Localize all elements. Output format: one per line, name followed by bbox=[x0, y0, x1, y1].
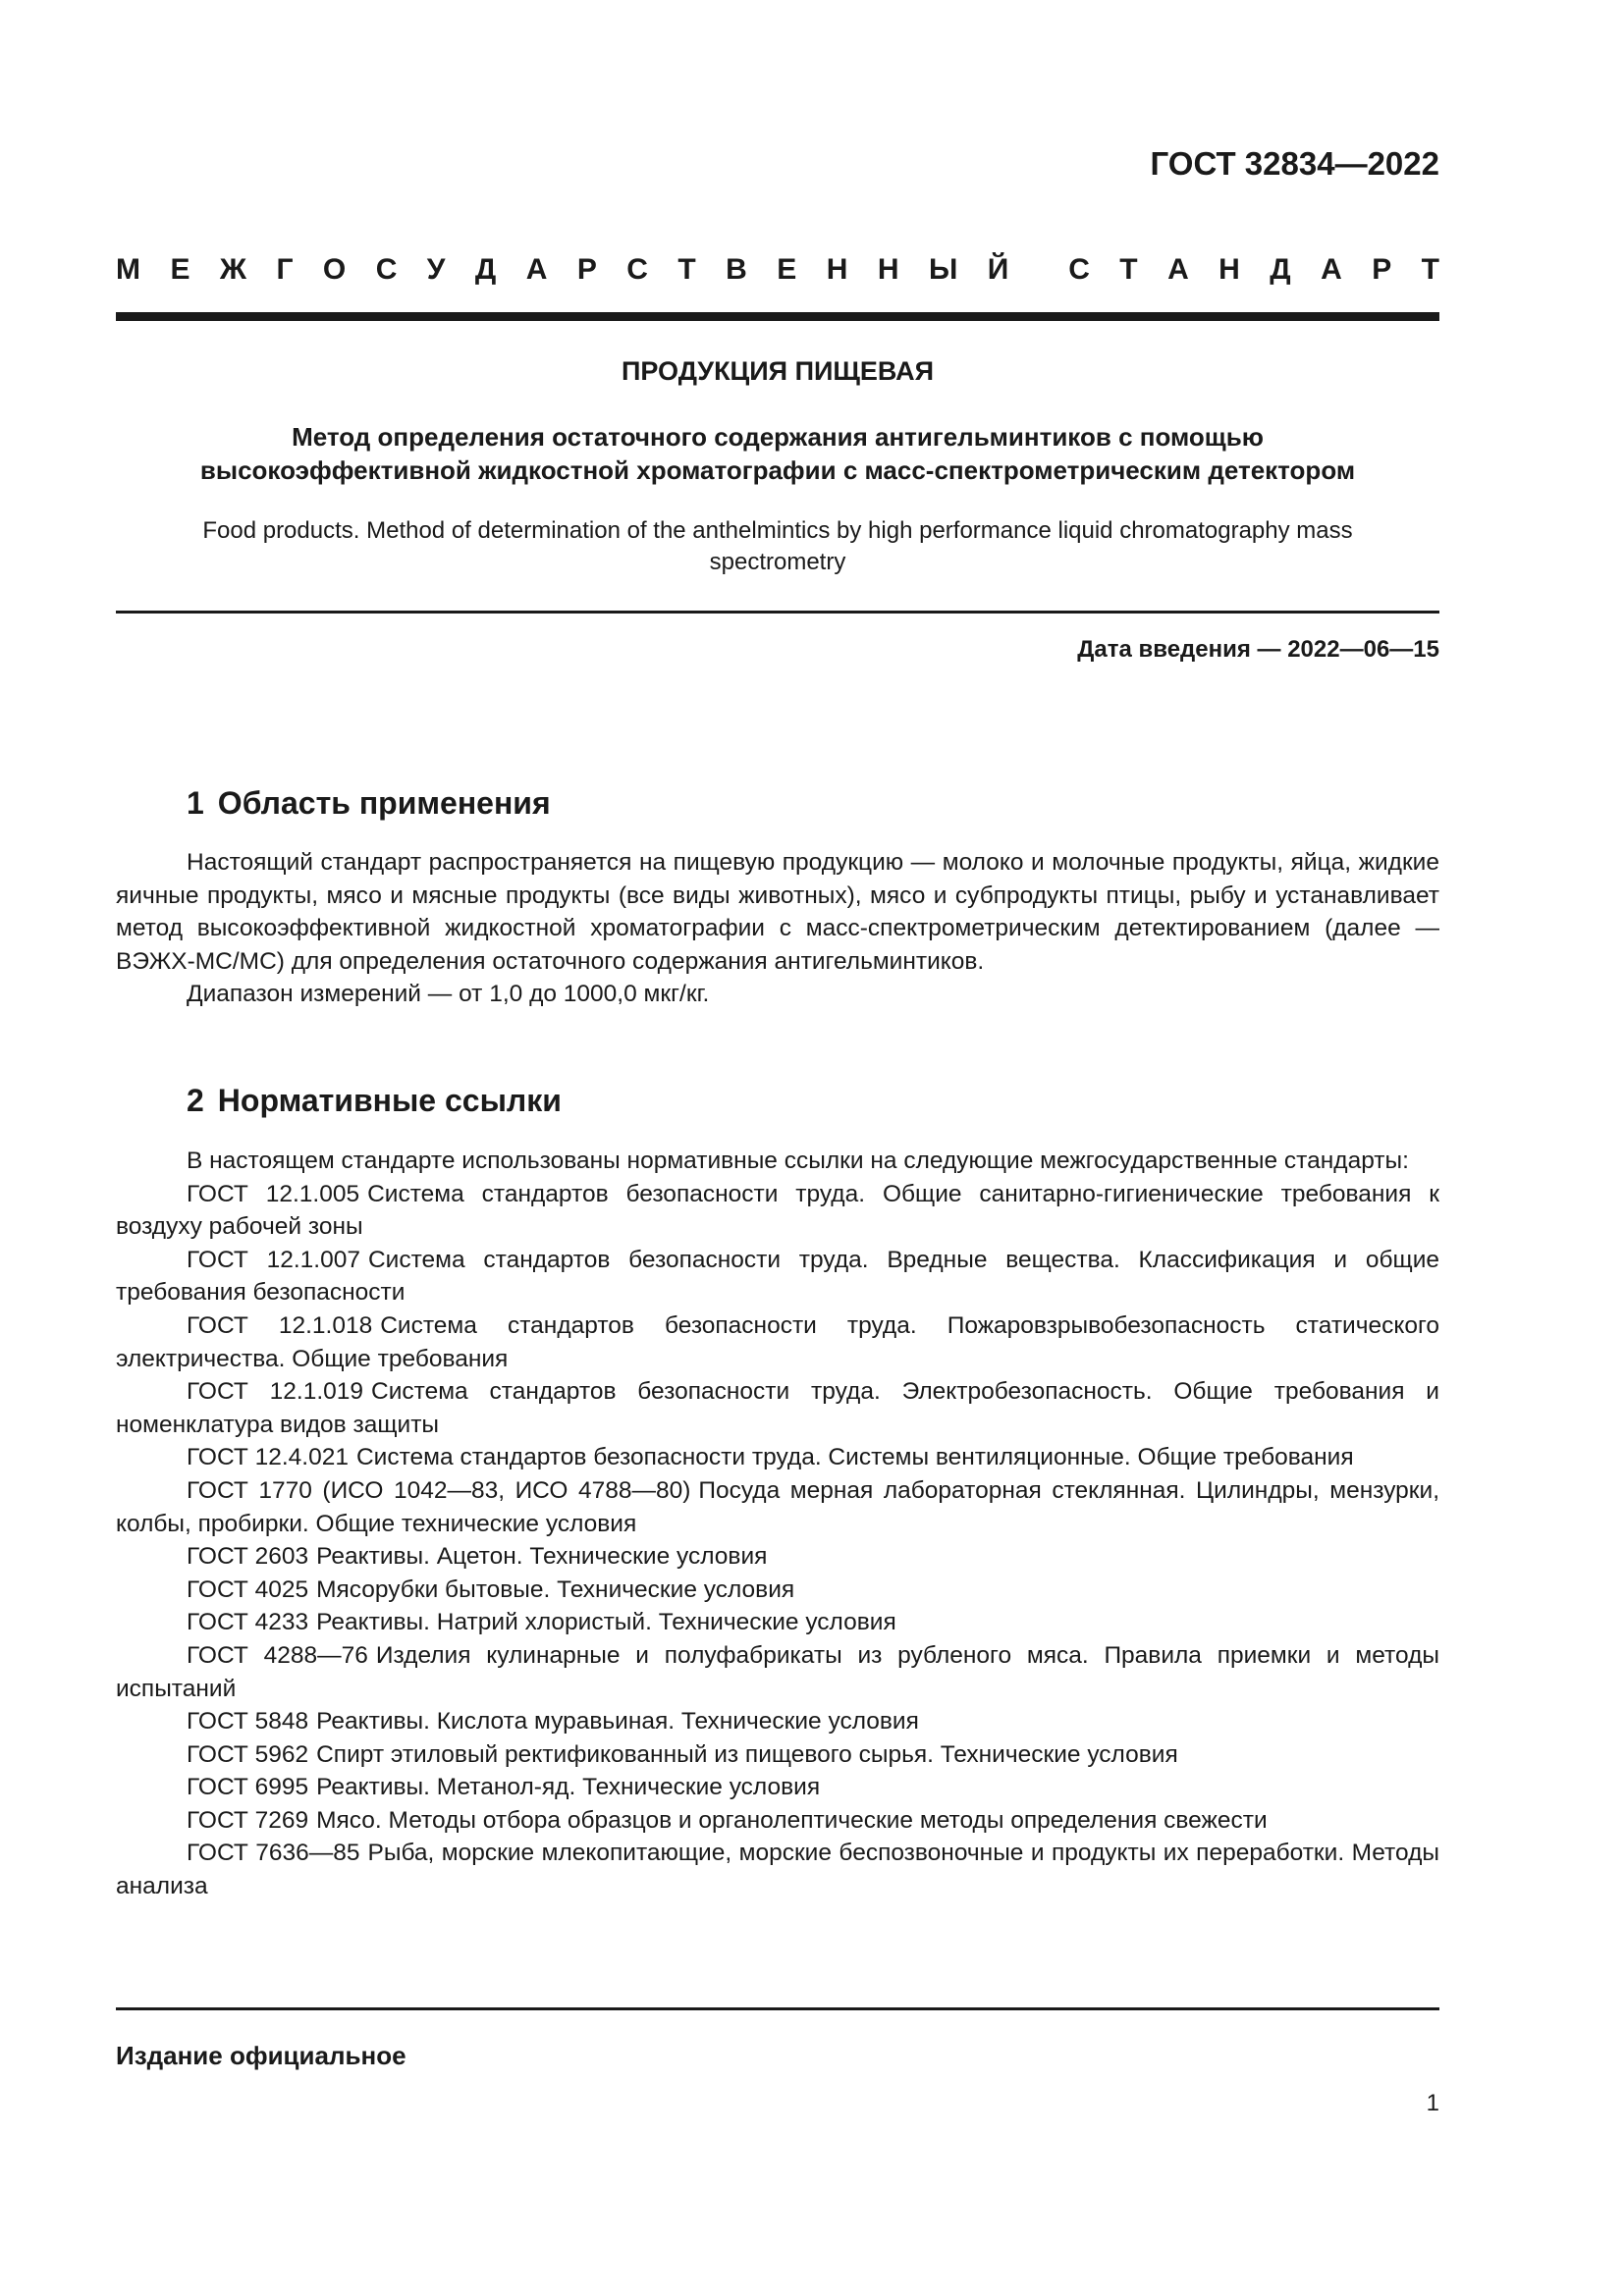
footer-divider-rule bbox=[116, 2007, 1439, 2010]
reference-code: ГОСТ 6995 bbox=[187, 1774, 309, 1801]
reference-code: ГОСТ 12.1.019 bbox=[187, 1378, 363, 1406]
banner-letter: Н bbox=[826, 253, 848, 286]
reference-item bbox=[116, 1178, 1439, 1244]
section-title: Область применения bbox=[217, 785, 551, 821]
reference-item bbox=[116, 1375, 1439, 1441]
reference-title: Система стандартов безопасности труда. Системы вентиляционные. Общие требования bbox=[355, 1444, 1354, 1471]
reference-code: ГОСТ 7269 bbox=[187, 1806, 309, 1834]
section-2-body bbox=[116, 1145, 1439, 1903]
banner-letter: Т bbox=[1421, 253, 1439, 286]
reference-title: Система стандартов безопасности труда. Пожаровзрывобезопасность статического электричества. Общие требования bbox=[116, 1311, 1440, 1372]
section-number: 1 bbox=[187, 785, 204, 821]
method-title-line: Метод определения остаточного содержания антигельминтиков с помощью bbox=[292, 422, 1264, 452]
reference-code: ГОСТ 5848 bbox=[187, 1708, 309, 1735]
page-number: 1 bbox=[1426, 2090, 1439, 2116]
english-title-line: Food products. Method of determination of the anthelmintics by high performance liquid chromatography mass bbox=[202, 517, 1353, 544]
reference-item bbox=[116, 1474, 1439, 1540]
reference-item bbox=[116, 1837, 1439, 1902]
product-title: ПРОДУКЦИЯ ПИЩЕВАЯ bbox=[622, 356, 934, 386]
reference-title: Изделия кулинарные и полуфабрикаты из рубленого мяса. Правила приемки и методы испытаний bbox=[116, 1641, 1439, 1702]
introduction-date: Дата введения — 2022—06—15 bbox=[1077, 636, 1439, 663]
reference-item bbox=[116, 1804, 1439, 1838]
reference-code: ГОСТ 12.1.018 bbox=[187, 1311, 373, 1339]
reference-title: Спирт этиловый ректификованный из пищевого сырья. Технические условия bbox=[316, 1740, 1178, 1768]
section-1-body bbox=[116, 846, 1439, 1011]
reference-title: Мясо. Методы отбора образцов и органолептические методы определения свежести bbox=[316, 1806, 1268, 1834]
reference-title: Реактивы. Натрий хлористый. Технические условия bbox=[316, 1609, 896, 1636]
banner-letter: С bbox=[375, 253, 398, 286]
section-2-heading bbox=[187, 1083, 562, 1119]
reference-item bbox=[116, 1705, 1439, 1738]
reference-title: Посуда мерная лабораторная стеклянная. Цилиндры, мензурки, колбы, пробирки. Общие технические условия bbox=[116, 1476, 1440, 1537]
banner-letter: Ж bbox=[219, 253, 247, 286]
banner-letter: Р bbox=[1372, 253, 1392, 286]
normative-references-list bbox=[116, 1178, 1439, 1903]
banner-letter: С bbox=[1068, 253, 1090, 286]
english-title bbox=[116, 515, 1439, 578]
references-intro-paragraph: В настоящем стандарте использованы нормативные ссылки на следующие межгосударственные стандарты: bbox=[187, 1148, 1409, 1174]
title-divider-rule bbox=[116, 611, 1439, 614]
banner-letter: Е bbox=[777, 253, 797, 286]
reference-item bbox=[116, 1309, 1439, 1375]
reference-code: ГОСТ 12.4.021 bbox=[187, 1444, 349, 1471]
reference-code: ГОСТ 5962 bbox=[187, 1740, 309, 1768]
reference-item bbox=[116, 1540, 1439, 1574]
banner-letter: Р bbox=[576, 253, 597, 286]
reference-code: ГОСТ 2603 bbox=[187, 1543, 309, 1571]
banner-letter: Н bbox=[1218, 253, 1240, 286]
reference-title: Система стандартов безопасности труда. Вредные вещества. Классификация и общие требования безопасности bbox=[116, 1246, 1440, 1307]
reference-code: ГОСТ 4025 bbox=[187, 1575, 309, 1603]
reference-title: Мясорубки бытовые. Технические условия bbox=[316, 1575, 795, 1603]
reference-title: Система стандартов безопасности труда. Общие санитарно-гигиенические требования к воздуху рабочей зоны bbox=[116, 1180, 1440, 1241]
reference-code: ГОСТ 4288—76 bbox=[187, 1641, 368, 1669]
reference-item bbox=[116, 1244, 1439, 1309]
reference-title: Система стандартов безопасности труда. Электробезопасность. Общие требования и номенклатура видов защиты bbox=[116, 1378, 1439, 1438]
reference-title: Реактивы. Ацетон. Технические условия bbox=[316, 1543, 768, 1571]
reference-item bbox=[116, 1606, 1439, 1639]
reference-title: Рыба, морские млекопитающие, морские беспозвоночные и продукты их переработки. Методы анализа bbox=[116, 1840, 1439, 1900]
banner-letter: А bbox=[1167, 253, 1189, 286]
section-number: 2 bbox=[187, 1083, 204, 1118]
banner-letter: Г bbox=[276, 253, 294, 286]
banner-letter: Ы bbox=[928, 253, 958, 286]
reference-code: ГОСТ 12.1.005 bbox=[187, 1180, 360, 1207]
method-title-line: высокоэффективной жидкостной хроматографии с масс-спектрометрическим детектором bbox=[199, 455, 1356, 485]
header-thick-rule bbox=[116, 312, 1439, 321]
reference-item bbox=[116, 1441, 1439, 1474]
reference-code: ГОСТ 7636—85 bbox=[187, 1840, 360, 1867]
reference-item bbox=[116, 1771, 1439, 1804]
english-title-line: spectrometry bbox=[709, 549, 846, 575]
section-title: Нормативные ссылки bbox=[217, 1083, 562, 1118]
scope-paragraph: Настоящий стандарт распространяется на пищевую продукцию — молоко и молочные продукты, яйца, жидкие яичные продукты, мясо и мясные продукты (все виды животных), мясо и субпродукты птицы, рыбу и устанавливает метод высокоэффективной жидкостной хроматографии с масс-спектрометрическим детектированием (далее — ВЭЖХ-МС/МС) для определения остаточного содержания антигельминтиков. bbox=[116, 849, 1439, 975]
banner-letter: Е bbox=[170, 253, 190, 286]
official-edition-label: Издание официальное bbox=[116, 2041, 406, 2070]
banner-letter: У bbox=[426, 253, 446, 286]
reference-code: ГОСТ 1770 (ИСО 1042—83, ИСО 4788—80) bbox=[187, 1476, 691, 1504]
banner-letter: Й bbox=[987, 253, 1009, 286]
banner-letter: Д bbox=[1270, 253, 1291, 286]
banner-letter: С bbox=[626, 253, 648, 286]
gost-number: ГОСТ 32834—2022 bbox=[1150, 145, 1439, 182]
banner-letter: Н bbox=[877, 253, 899, 286]
banner-letter: М bbox=[116, 253, 140, 286]
banner-letter: Д bbox=[474, 253, 497, 286]
reference-item bbox=[116, 1639, 1439, 1705]
method-title bbox=[116, 420, 1439, 487]
reference-title: Реактивы. Метанол-яд. Технические условия bbox=[316, 1774, 821, 1801]
reference-title: Реактивы. Кислота муравьиная. Технические условия bbox=[316, 1708, 919, 1735]
banner-letter: В bbox=[726, 253, 747, 286]
interstate-standard-banner bbox=[116, 253, 1439, 287]
banner-letter: А bbox=[525, 253, 548, 286]
reference-code: ГОСТ 12.1.007 bbox=[187, 1246, 360, 1273]
banner-letter: О bbox=[322, 253, 347, 286]
banner-letter: Т bbox=[677, 253, 696, 286]
banner-letter: А bbox=[1321, 253, 1342, 286]
banner-letter: Т bbox=[1119, 253, 1138, 286]
reference-item bbox=[116, 1738, 1439, 1772]
reference-code: ГОСТ 4233 bbox=[187, 1609, 309, 1636]
measurement-range-paragraph: Диапазон измерений — от 1,0 до 1000,0 мкг/кг. bbox=[187, 981, 710, 1008]
section-1-heading bbox=[187, 785, 551, 822]
reference-item bbox=[116, 1574, 1439, 1607]
